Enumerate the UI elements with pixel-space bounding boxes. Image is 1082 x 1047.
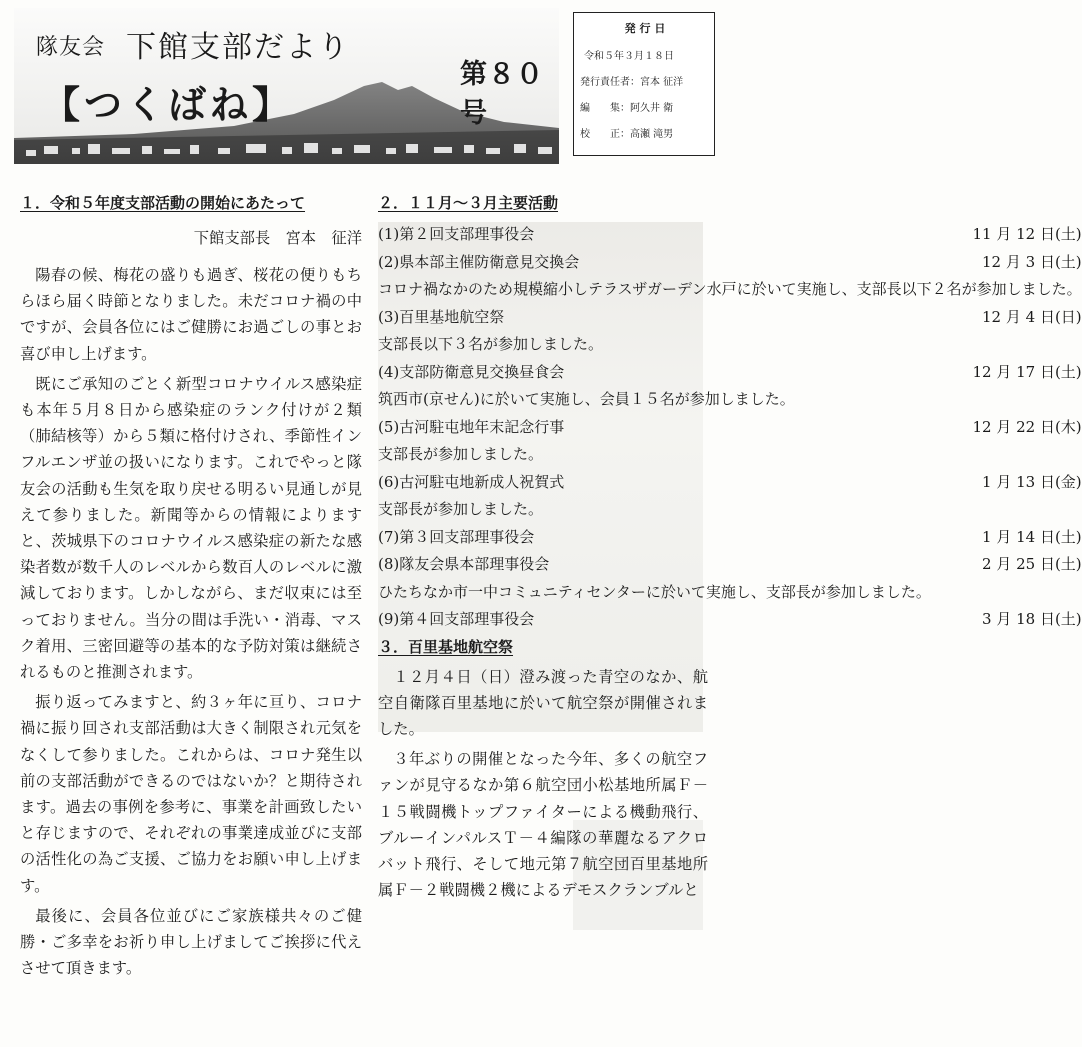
editor-label: 編 集：: [580, 103, 630, 114]
activity-name-cell: [378, 304, 834, 332]
section-1-title: １．令和５年度支部活動の開始にあたって: [20, 194, 306, 212]
proof-label: 校 正：: [580, 129, 630, 140]
publisher-label: 発行責任者：: [580, 77, 640, 88]
activity-date: 3 月 18 日(土): [982, 610, 1082, 628]
activity-note: コロナ禍なかのため規模縮小しテラスザガーデン水戸に於いて実施し、支部長以下２名が参加しました。: [378, 280, 1082, 298]
activity-item: [378, 249, 1082, 277]
right-column: [378, 190, 1082, 903]
activity-name-cell: [378, 359, 834, 387]
activity-note: 支部長以下３名が参加しました。: [378, 335, 604, 353]
section-2-title: ２．１１月～３月主要活動: [378, 194, 559, 212]
activity-item: [378, 304, 1082, 332]
section-1-paragraph: 既にご承知のごとく新型コロナウイルス感染症も本年５月８日から感染症のランク付けが２類（肺結核等）から５類に格付けされ、季節性インフルエンザ並の扱いになります。これでやっと隊友会の活動も生気を取り戻せる明るい見通しが見えて参りました。新聞等からの情報によりますと、茨城県下のコロナウイルス感染症の新たな感染者数が数千人のレベルから数百人のレベルに激減しております。しかしながら、まだ収束には至っておりません。当分の間は手洗い・消毒、マスク着用、三密回避等の基本的な予防対策は継続されるものと推測されます。: [20, 374, 362, 682]
publication-info-box: [573, 12, 715, 156]
section-3-paragraph: １２月４日（日）澄み渡った青空のなか、航空自衛隊百里基地に於いて航空祭が開催されました。: [378, 667, 708, 738]
activity-name: 県本部主催防衛意見交換会: [399, 252, 580, 271]
newsletter-title: 下館支部だより: [126, 30, 350, 65]
activity-date: 1 月 14 日(土): [982, 527, 1082, 546]
activity-name-cell: [378, 606, 834, 634]
section-1: [20, 190, 362, 981]
info-heading: 発 行 日: [624, 22, 666, 35]
activity-name: 第２回支部理事役会: [399, 225, 535, 243]
activity-number: (2): [378, 252, 400, 271]
section-3-title: ３．百里基地航空祭: [378, 637, 514, 656]
activity-item: [378, 414, 1082, 442]
activity-date: 12 月 17 日(土): [972, 362, 1082, 381]
proof-row: [580, 125, 710, 140]
activity-note-row: [378, 496, 1082, 524]
activity-name-cell: [378, 414, 834, 442]
activity-number: (4): [378, 362, 400, 381]
activity-number: (5): [378, 417, 400, 436]
activity-date: 1 月 13 日(金): [982, 472, 1082, 491]
activity-note: 筑西市(京せん)に於いて実施し、会員１５名が参加しました。: [378, 390, 795, 408]
editor-name: 阿久井 衛: [630, 103, 674, 114]
activity-date: 12 月 4 日(日): [982, 307, 1082, 326]
publisher-row: [580, 73, 710, 88]
activity-name: 第３回支部理事役会: [399, 527, 535, 546]
activity-item: [378, 606, 1082, 634]
activity-item: [378, 524, 1082, 552]
activity-number: (7): [378, 527, 400, 546]
activity-note-row: [378, 276, 1082, 304]
issue-number: 第８０号: [460, 59, 544, 129]
activity-date: 2 月 25 日(土): [982, 555, 1082, 573]
activity-item: [378, 359, 1082, 387]
activity-note-row: [378, 331, 1082, 359]
activity-date: 12 月 3 日(土): [982, 252, 1082, 271]
activity-note-row: [378, 579, 1082, 607]
activity-name: 第４回支部理事役会: [399, 610, 535, 628]
section-3-paragraph: ３年ぶりの開催となった今年、多くの航空ファンが見守るなか第６航空団小松基地所属Ｆ－１５戦闘機トップファイターによる機動飛行、ブルーインパルスＴ－４編隊の華麗なるアクロバット飛行、そして地元第７航空団百里基地所属Ｆ－２戦闘機２機によるデモスクランブルと: [378, 750, 708, 900]
activity-number: (1): [378, 225, 400, 243]
activity-name-cell: [378, 551, 834, 579]
activity-note-row: [378, 441, 1082, 469]
activity-number: (6): [378, 472, 400, 491]
proof-name: 高瀬 滝男: [630, 129, 674, 140]
newsletter-brand: 【つくばね】: [42, 82, 295, 127]
publisher-name: 宮本 征洋: [640, 77, 684, 88]
section-1-paragraph: 最後に、会員各位並びにご家族様共々のご健勝・ご多幸をお祈り申し上げましてご挨拶に代えさせて頂きます。: [20, 906, 362, 978]
activity-name-cell: [378, 221, 834, 249]
activity-note: ひたちなか市一中コミュニティセンターに於いて実施し、支部長が参加しました。: [378, 582, 931, 601]
section-1-paragraph: 陽春の候、梅花の盛りも過ぎ、桜花の便りもちらほら届く時節となりました。未だコロナ禍の中ですが、会員各位にはご健勝にお過ごしの事とお喜び申し上げます。: [20, 266, 362, 363]
activity-name-cell: [378, 469, 834, 497]
masthead: [14, 8, 559, 164]
activity-note: 支部長が参加しました。: [378, 445, 544, 463]
activity-name-cell: [378, 249, 834, 277]
activity-item: [378, 551, 1082, 579]
activity-name: 隊友会県本部理事役会: [399, 555, 550, 573]
activity-note-row: [378, 386, 1082, 414]
activity-name: 古河駐屯地年末記念行事: [399, 417, 565, 436]
activity-number: (8): [378, 555, 400, 573]
editor-row: [580, 99, 710, 114]
activity-date: 12 月 22 日(木): [972, 417, 1082, 436]
section-1-paragraph: 振り返ってみますと、約３ヶ年に亘り、コロナ禍に振り回され支部活動は大きく制限され元気をなくして参りました。これからは、コロナ発生以前の支部活動ができるのではないか？と期待されます。過去の事例を参考に、事業を計画致したいと存じますので、それぞれの事業達成並びに支部の活性化の為ご支援、ご協力をお願い申し上げます。: [20, 693, 362, 895]
section-1-author: 下館支部長 宮本 征洋: [193, 229, 362, 247]
activity-date: 11 月 12 日(土): [972, 225, 1082, 243]
activity-name-cell: [378, 524, 834, 552]
activity-item: [378, 469, 1082, 497]
activity-number: (3): [378, 307, 400, 326]
activity-number: (9): [378, 610, 400, 628]
activity-list: [378, 221, 1082, 634]
activity-name: 古河駐屯地新成人祝賀式: [399, 472, 565, 491]
issue-date: 令和５年３月１８日: [584, 51, 674, 62]
activity-note: 支部長が参加しました。: [378, 500, 544, 518]
activity-item: [378, 221, 1082, 249]
org-name: 隊友会: [36, 35, 106, 60]
activity-name: 百里基地航空祭: [399, 307, 505, 326]
activity-name: 支部防衛意見交換昼食会: [399, 362, 565, 381]
